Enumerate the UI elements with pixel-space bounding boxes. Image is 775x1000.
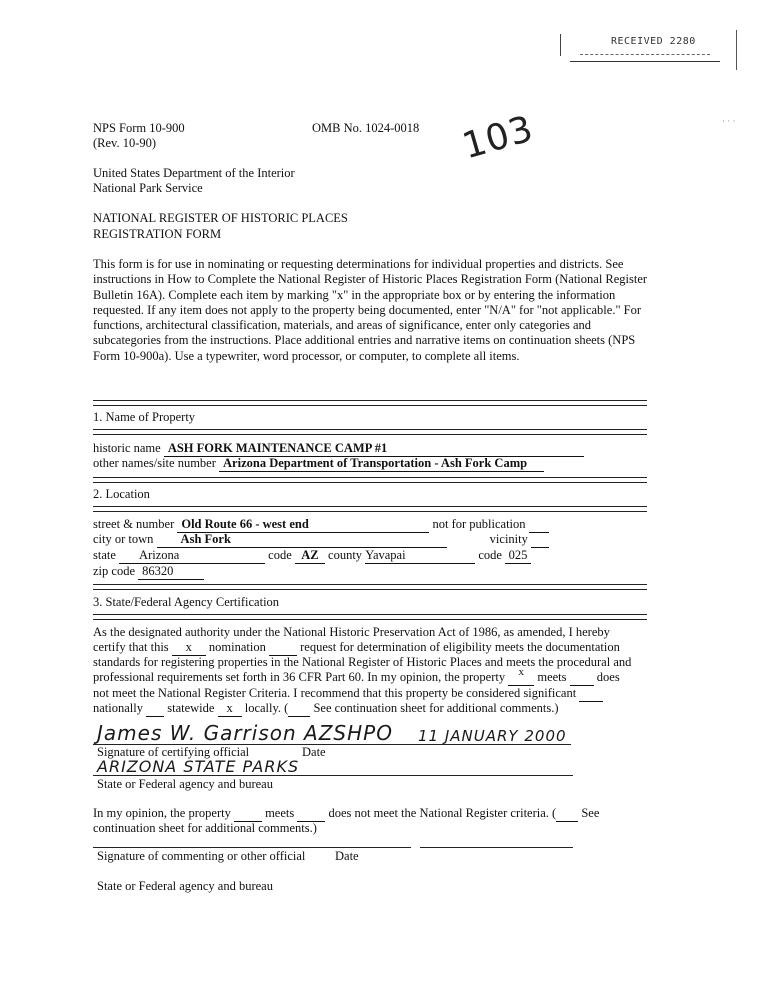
signature-label: Signature of certifying official	[97, 745, 250, 759]
county-code-label: code	[478, 548, 502, 562]
nationally-blank	[146, 701, 164, 717]
state-code-value: AZ	[295, 548, 325, 564]
city-label: city or town	[93, 532, 154, 546]
agency-label: State or Federal agency and bureau	[97, 777, 273, 791]
form-revision: (Rev. 10-90)	[93, 136, 157, 150]
state-label: state	[93, 548, 116, 562]
scan-specks: · · ·	[722, 116, 736, 126]
section-heading: 3. State/Federal Agency Certification	[93, 595, 280, 609]
street-value: Old Route 66 - west end	[177, 517, 429, 533]
signature2-line-a	[93, 847, 411, 848]
county-code-value: 025	[505, 548, 531, 564]
section-heading: 1. Name of Property	[93, 410, 196, 424]
historic-name-value: ASH FORK MAINTENANCE CAMP #1	[164, 441, 584, 457]
form-id: NPS Form 10-900	[93, 121, 185, 135]
historic-name-row	[93, 441, 584, 457]
form-title: NATIONAL REGISTER OF HISTORIC PLACES	[93, 211, 348, 225]
signature2-label: Signature of commenting or other official	[97, 849, 306, 863]
state-code-label: code	[268, 548, 292, 562]
nomination-mark: x	[172, 640, 206, 656]
received-stamp-text: RECEIVED 2280	[611, 36, 696, 47]
divider	[93, 429, 647, 435]
meets-mark: x	[508, 670, 534, 686]
department-name: United States Department of the Interior	[93, 166, 295, 180]
vicinity-label: vicinity	[489, 532, 528, 546]
agency-line	[93, 775, 573, 776]
zip-value: 86320	[138, 564, 204, 580]
locally-mark: x	[218, 701, 242, 717]
vicinity-blank	[531, 532, 549, 548]
street-row	[93, 517, 549, 533]
divider	[93, 506, 647, 512]
other-names-row	[93, 456, 544, 472]
certification-line-3: standards for registering properties in the National Register of Historic Places and meets the procedural and	[93, 655, 632, 669]
agency-name: National Park Service	[93, 181, 203, 195]
signature-handwritten: James W. Garrison AZSHPO	[97, 721, 393, 745]
certification-line-5: not meet the National Register Criteria. I recommend that this property be considered significant	[93, 686, 603, 702]
received-stamp	[560, 28, 740, 78]
certification-line-6: nationally statewide x locally. ( See continuation sheet for additional comments.)	[93, 701, 559, 715]
does-not-meet-blank	[570, 670, 594, 686]
historic-name-label: historic name	[93, 441, 161, 455]
handwritten-number: 103	[458, 108, 539, 168]
divider	[93, 614, 647, 620]
section-heading: 2. Location	[93, 487, 150, 501]
date2-label: Date	[335, 849, 359, 863]
date-handwritten: 11 JANUARY 2000	[418, 727, 567, 745]
certification-line-1: As the designated authority under the National Historic Preservation Act of 1986, as amended, I hereby	[93, 625, 610, 639]
not-for-publication-blank	[529, 517, 549, 533]
agency2-label: State or Federal agency and bureau	[97, 879, 273, 893]
agency-handwritten: ARIZONA STATE PARKS	[97, 757, 300, 776]
street-label: street & number	[93, 517, 175, 531]
divider	[93, 400, 647, 406]
request-blank	[269, 640, 297, 656]
certification-line-4: professional requirements set forth in 36 CFR Part 60. In my opinion, the property x meets does	[93, 666, 620, 684]
city-value: Ash Fork	[157, 532, 447, 548]
certification-line-2: certify that this x nomination request for determination of eligibility meets the documentation	[93, 640, 620, 654]
opinion-line-1: In my opinion, the property meets does not meet the National Register criteria. ( See	[93, 806, 600, 820]
zip-label: zip code	[93, 564, 135, 578]
county-label: county	[328, 548, 363, 562]
other-names-label: other names/site number	[93, 456, 216, 470]
zip-row	[93, 564, 204, 580]
signature2-line-b	[420, 847, 573, 848]
state-row	[93, 548, 531, 564]
opinion-line-2: continuation sheet for additional comments.)	[93, 821, 317, 835]
other-names-value: Arizona Department of Transportation - Ash Fork Camp	[219, 456, 544, 472]
not-for-publication-label: not for publication	[432, 517, 526, 531]
county-value: Yavapai	[365, 548, 475, 564]
state-value: Arizona	[119, 548, 265, 564]
city-row	[93, 532, 549, 548]
divider	[93, 584, 647, 590]
divider	[93, 477, 647, 483]
intro-paragraph: This form is for use in nominating or requesting determinations for individual properties and districts. See instructions in How to Complete the National Register of Historic Places Registration Form (National Register Bulletin 16A). Complete each item by marking "x" in the appropriate box or by entering the information requested. If any item does not apply to the property being documented, enter "N/A" for "not applicable." For functions, architectural classification, materials, and areas of significance, enter only categories and subcategories from the instructions. Place additional entries and narrative items on continuation sheets (NPS Form 10-900a). Use a typewriter, word processor, or computer, to complete all items.	[93, 257, 648, 363]
date-label: Date	[302, 745, 326, 759]
form-subtitle: REGISTRATION FORM	[93, 227, 222, 241]
omb-number: OMB No. 1024-0018	[312, 121, 420, 135]
